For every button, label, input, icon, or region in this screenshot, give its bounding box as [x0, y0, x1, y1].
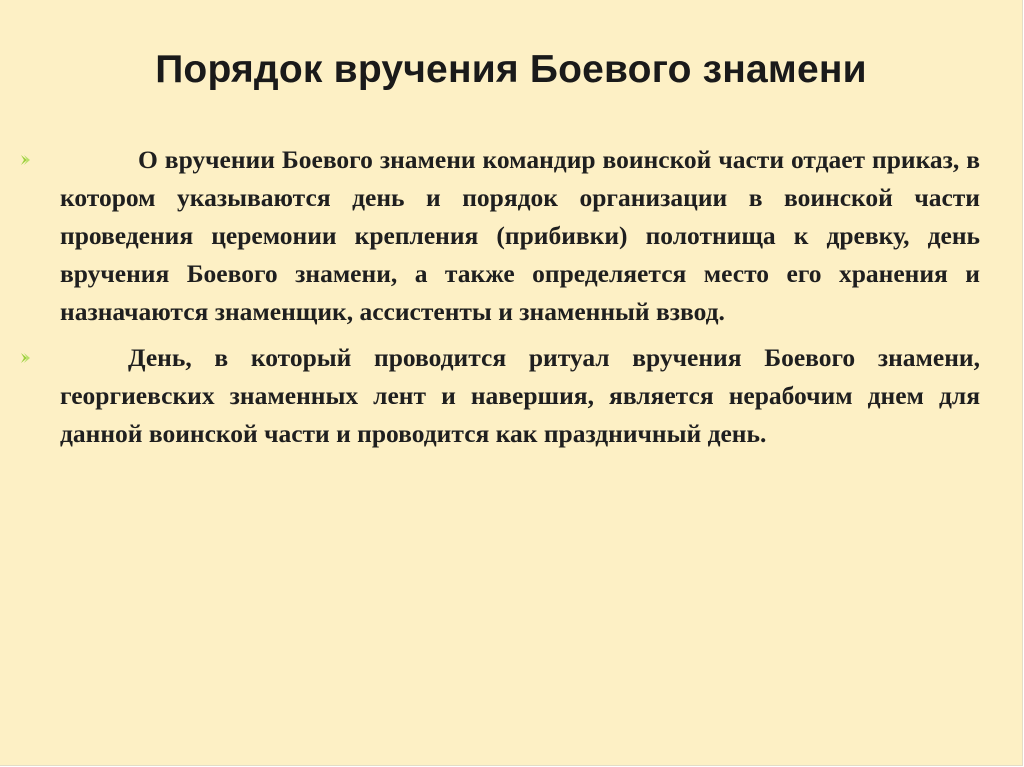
bullet-list	[0, 141, 1022, 453]
chevron-right-icon	[20, 141, 34, 179]
list-item	[60, 141, 980, 331]
paragraph-text: День, в который проводится ритуал вручения Боевого знамени, георгиевских знаменных лент и навершия, является нерабочим днем для данной воинской части и проводится как праздничный день.	[60, 343, 980, 448]
slide-title: Порядок вручения Боевого знамени	[155, 48, 867, 91]
list-item	[60, 339, 980, 453]
chevron-right-icon	[20, 339, 34, 377]
paragraph-text: О вручении Боевого знамени командир воинской части отдает приказ, в котором указываются день и порядок организации в воинской части проведения церемонии крепления (прибивки) полотнища к древку, день вручения Боевого знамени, а также определяется место его хранения и назначаются знаменщик, ассистенты и знаменный взвод.	[60, 145, 980, 326]
